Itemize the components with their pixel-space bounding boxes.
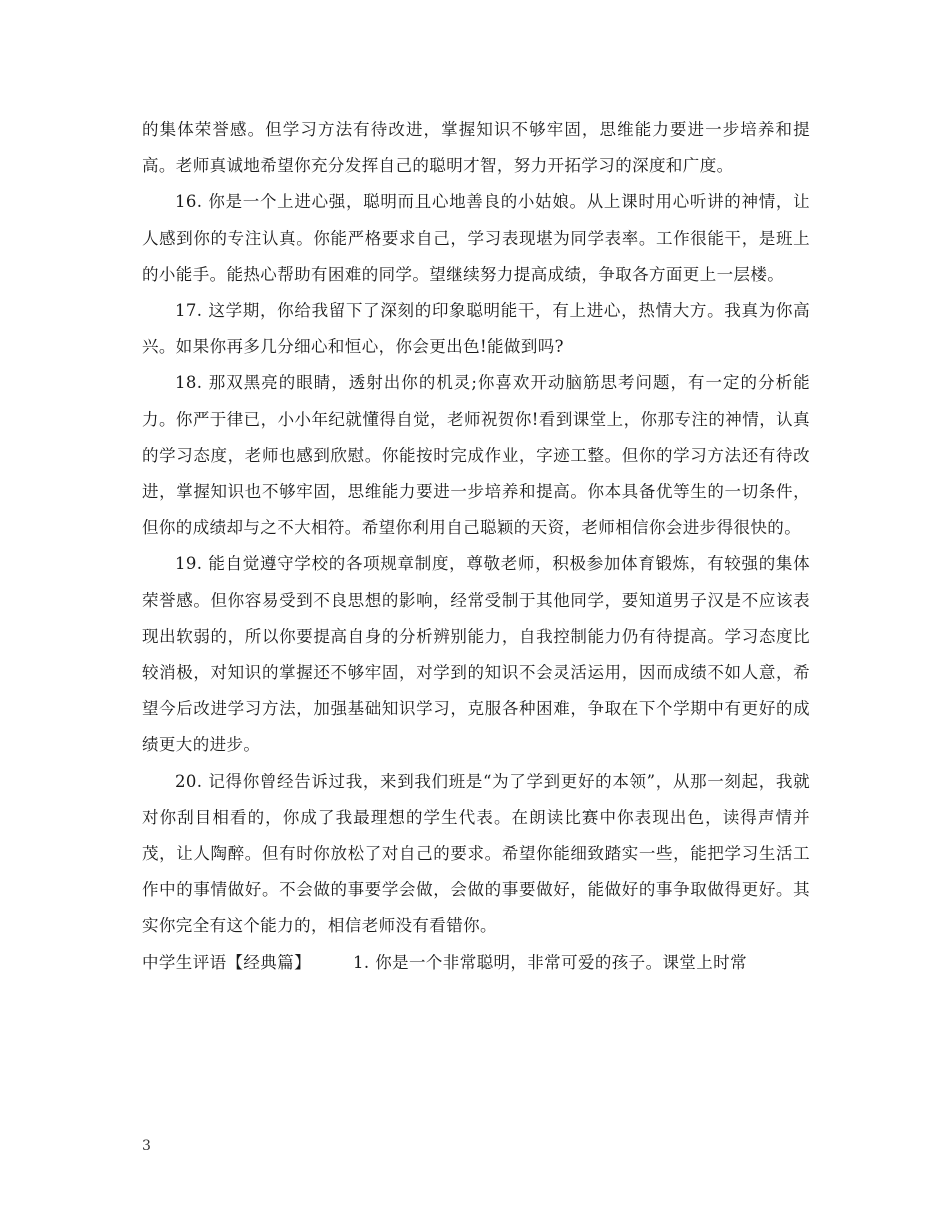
paragraph-item-18: 18. 那双黑亮的眼睛，透射出你的机灵;你喜欢开动脑筋思考问题，有一定的分析能力。你严于律已，小小年纪就懂得自觉，老师祝贺你!看到课堂上，你那专注的神情，认真的学习态度，老师也感到欣慰。你能按时完成作业，字迹工整。但你的学习方法还有待改进，掌握知识也不够牢固，思维能力要进一步培养和提高。你本具备优等生的一切条件，但你的成绩却与之不大相符。希望你利用自己聪颖的天资，老师相信你会进步得很快的。 [142,373,810,538]
paragraph-item-19: 19. 能自觉遵守学校的各项规章制度，尊敬老师，积极参加体育锻炼，有较强的集体荣誉感。但你容易受到不良思想的影响，经常受制于其他同学，要知道男子汉是不应该表现出软弱的，所以你要提高自身的分析辨别能力，自我控制能力仍有待提高。学习态度比较消极，对知识的掌握还不够牢固，对学到的知识不会灵活运用，因而成绩不如人意，希望今后改进学习方法，加强基础知识学习，克服各种困难，争取在下个学期中有更好的成绩更大的进步。 [142,554,810,755]
paragraph-item-17: 17. 这学期，你给我留下了深刻的印象聪明能干，有上进心，热情大方。我真为你高兴。如果你再多几分细心和恒心，你会更出色!能做到吗? [142,301,810,357]
paragraph-item-20: 20. 记得你曾经告诉过我，来到我们班是“为了学到更好的本领”，从那一刻起，我就对你刮目相看的，你成了我最理想的学生代表。在朗读比赛中你表现出色，读得声情并茂，让人陶醉。但有时你放松了对自己的要求。希望你能细致踏实一些，能把学习生活工作中的事情做好。不会做的事要学会做，会做的事要做好，能做好的事争取做得更好。其实你完全有这个能力的，相信老师没有看错你。 [142,771,810,936]
page-number: 3 [142,1138,151,1154]
section-first-item: 1. 你是一个非常聪明，非常可爱的孩子。课堂上时常 [353,952,747,972]
paragraph-continuation: 的集体荣誉感。但学习方法有待改进，掌握知识不够牢固，思维能力要进一步培养和提高。老师真诚地希望你充分发挥自己的聪明才智，努力开拓学习的深度和广度。 [142,120,810,176]
heading-spacer [311,945,353,981]
section-heading-line [142,945,810,981]
section-heading: 中学生评语【经典篇】 [142,952,311,972]
paragraph-item-16: 16. 你是一个上进心强，聪明而且心地善良的小姑娘。从上课时用心听讲的神情，让人感到你的专注认真。你能严格要求自己，学习表现堪为同学表率。工作很能干，是班上的小能手。能热心帮助有困难的同学。望继续努力提高成绩，争取各方面更上一层楼。 [142,192,810,284]
document-page [142,112,810,981]
